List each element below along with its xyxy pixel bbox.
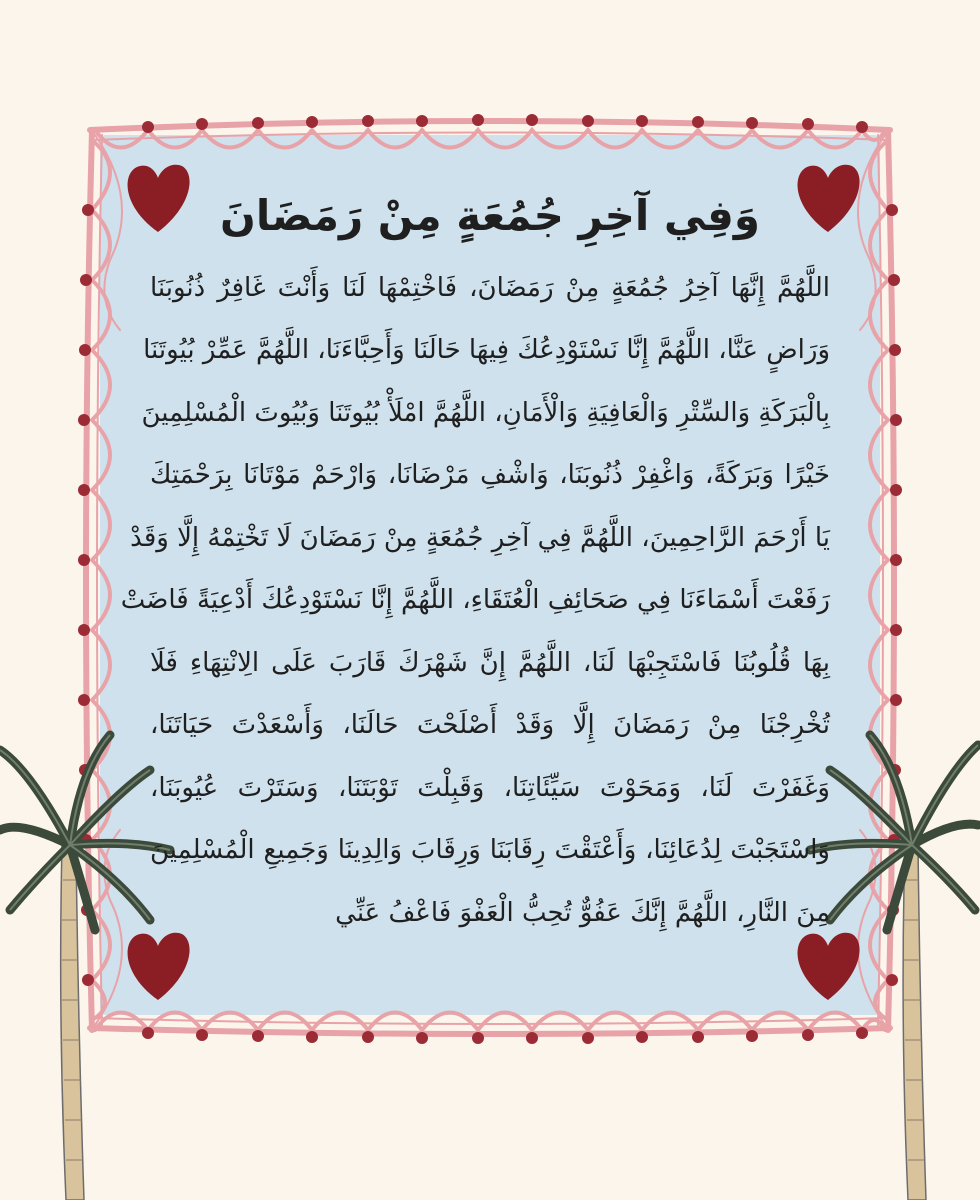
dua-line: مِنَ النَّارِ، اللَّهُمَّ إِنَّكَ عَفُوٌّ تُحِبُّ الْعَفْوَ فَاعْفُ عَنِّي: [335, 897, 830, 928]
dua-line: اللَّهُمَّ إِنَّهَا آخِرُ جُمُعَةٍ مِنْ رَمَضَانَ، فَاخْتِمْهَا لَنَا وَأَنْتَ غَافِرٌ ذُنُوبَنَا: [150, 272, 830, 303]
card-text: [120, 190, 830, 980]
dua-line: تُخْرِجْنَا مِنْ رَمَضَانَ إِلَّا وَقَدْ أَصْلَحْتَ حَالَنَا، وَأَسْعَدْتَ حَيَاتَنَا،: [150, 710, 830, 740]
dua-line: وَرَاضٍ عَنَّا، اللَّهُمَّ إِنَّا نَسْتَوْدِعُكَ فِيهَا حَالَنَا وَأَحِبَّاءَنَا، اللَّهُمَّ عَمِّرْ بُيُوتَنَا: [143, 335, 830, 365]
dua-text: [120, 257, 830, 945]
dua-line: وَاسْتَجَبْتَ لِدُعَائِنَا، وَأَعْتَقْتَ رِقَابَنَا وَرِقَابَ وَالِدِينَا وَجَمِيعِ الْمُسْلِمِينَ: [150, 835, 830, 865]
card-title: وَفِي آخِرِ جُمُعَةٍ مِنْ رَمَضَانَ: [220, 191, 760, 240]
dua-line: بِالْبَرَكَةِ وَالسِّتْرِ وَالْعَافِيَةِ وَالْأَمَانِ، اللَّهُمَّ امْلَأْ بُيُوتَنَا وَبُيُوتَ الْمُسْلِمِينَ: [141, 397, 830, 428]
dua-line: رَفَعْتَ أَسْمَاءَنَا فِي صَحَائِفِ الْعُتَقَاءِ، اللَّهُمَّ إِنَّا نَسْتَوْدِعُكَ أَدْعِيَةً فَاضَتْ: [120, 585, 830, 615]
dua-line: خَيْرًا وَبَرَكَةً، وَاغْفِرْ ذُنُوبَنَا، وَاشْفِ مَرْضَانَا، وَارْحَمْ مَوْتَانَا بِرَحْمَتِكَ: [150, 460, 830, 490]
dua-line: وَغَفَرْتَ لَنَا، وَمَحَوْتَ سَيِّئَاتِنَا، وَقَبِلْتَ تَوْبَتَنَا، وَسَتَرْتَ عُيُوبَنَا،: [150, 772, 830, 803]
dua-line: بِهَا قُلُوبُنَا فَاسْتَجِبْهَا لَنَا، اللَّهُمَّ إِنَّ شَهْرَكَ قَارَبَ عَلَى الِانْتِهَاءِ فَلَا: [150, 647, 830, 678]
dua-line: يَا أَرْحَمَ الرَّاحِمِينَ، اللَّهُمَّ فِي آخِرِ جُمُعَةٍ مِنْ رَمَضَانَ لَا تَخْتِمْهُ إِلَّا وَقَدْ: [130, 522, 830, 553]
